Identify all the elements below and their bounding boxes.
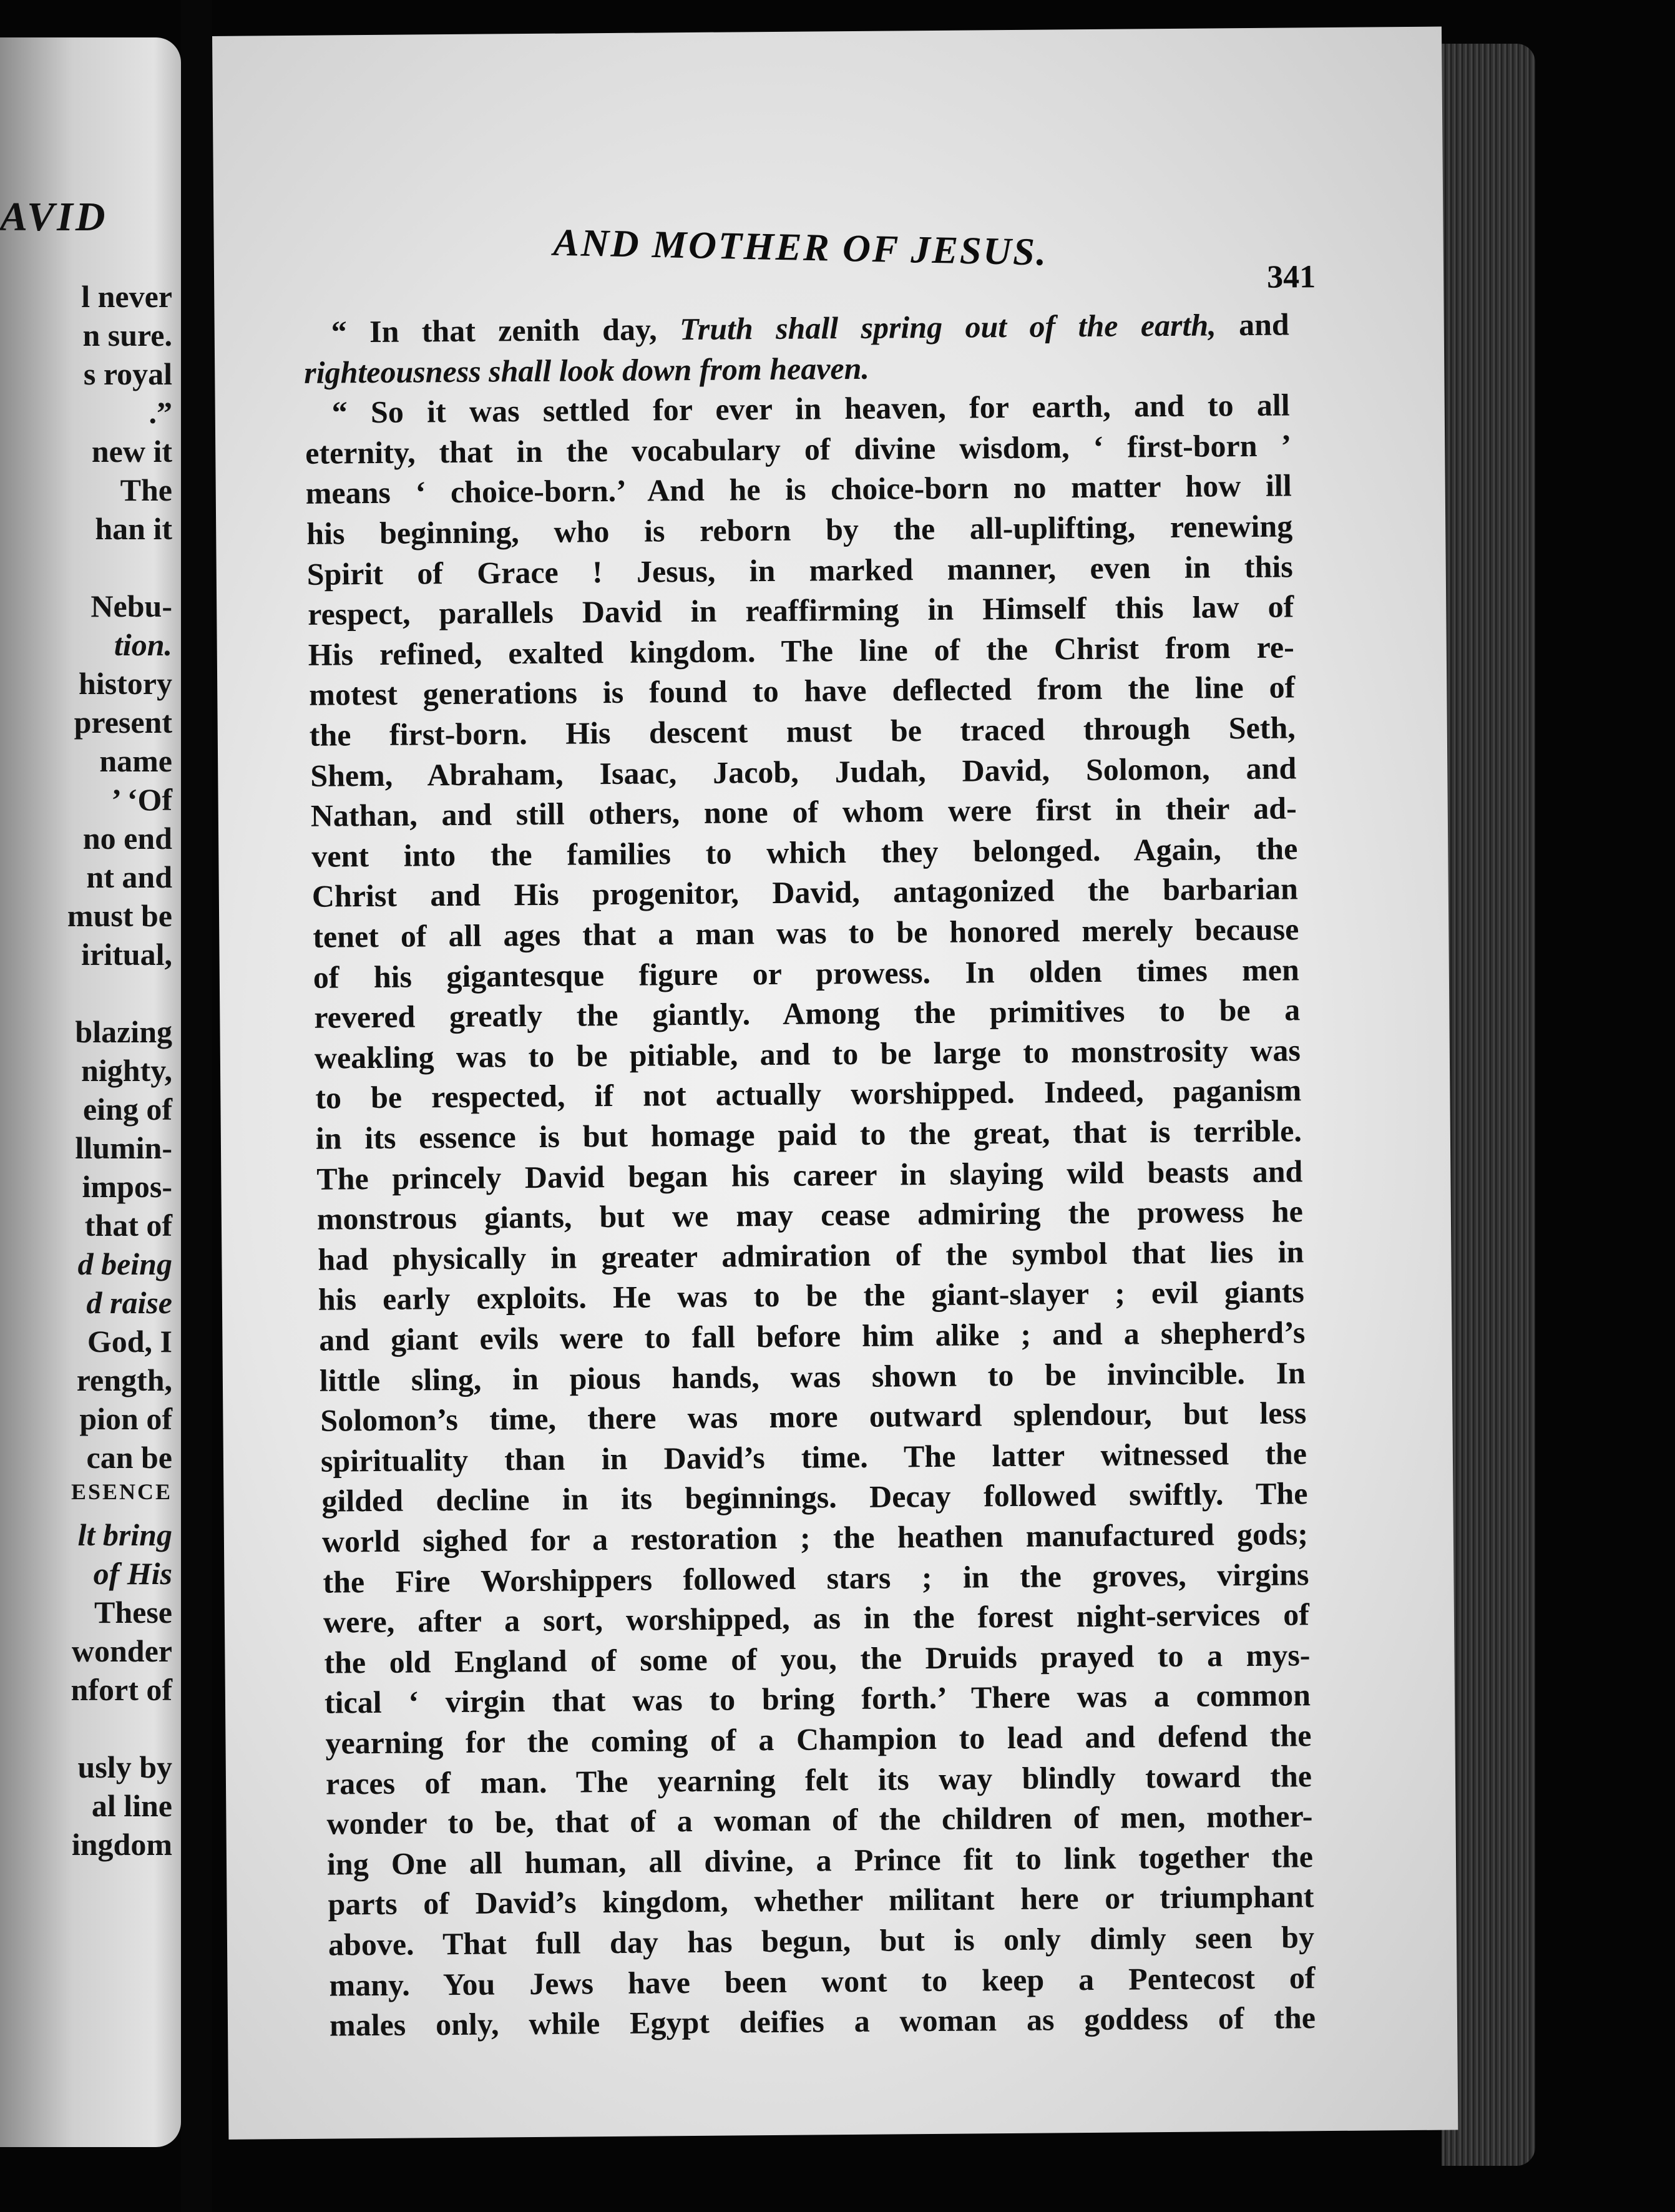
left-page-line: tion.: [114, 627, 172, 662]
text-run: tical ‘ virgin that was to bring forth.’ There was a common: [324, 1677, 1311, 1721]
text-run: males only, while Egypt deifies a woman as goddess of the: [329, 2000, 1316, 2043]
text-run: means ‘ choice-born.’ And he is choice-born no matter how ill: [305, 467, 1292, 511]
left-page-line: new it: [91, 434, 172, 469]
left-page-line: eing of: [82, 1092, 172, 1127]
text-run: in its essence is but homage paid to the great, that is terrible.: [315, 1113, 1302, 1156]
left-page-line: present: [74, 705, 172, 740]
left-page-line: impos-: [82, 1169, 172, 1204]
text-run: were, after a sort, worshipped, as in the forest night-services of: [323, 1597, 1310, 1640]
text-run: his early exploits. He was to be the giant-slayer ; evil giants: [318, 1274, 1305, 1318]
text-run: races of man. The yearning felt its way blindly toward the: [325, 1758, 1312, 1801]
text-run: above. That full day has begun, but is only dimly seen by: [328, 1919, 1315, 1962]
left-page-line: usly by: [77, 1750, 172, 1784]
left-page-line: no end: [82, 821, 172, 856]
text-run: Shem, Abraham, Isaac, Jacob, Judah, David, Solomon, and: [310, 750, 1297, 793]
page-number: 341: [1266, 259, 1316, 295]
left-page-line: can be: [86, 1440, 172, 1475]
text-run: yearning for the coming of a Champion to lead and defend the: [325, 1718, 1312, 1761]
text-run: Solomon’s time, there was more outward splendour, but less: [320, 1395, 1307, 1438]
text-run: many. You Jews have been wont to keep a Pentecost of: [329, 1959, 1316, 2003]
left-page-line: d raise: [86, 1285, 172, 1320]
left-page-line: history: [79, 666, 172, 701]
text-run: The princely David began his career in slaying wild beasts and: [316, 1153, 1303, 1197]
left-page-line: iritual,: [81, 937, 172, 972]
left-page-line: rength,: [76, 1363, 172, 1397]
text-run: the old England of some of you, the Druids prayed to a mys-: [324, 1637, 1311, 1680]
running-head: AND MOTHER OF JESUS.: [552, 221, 1048, 274]
text-run: and: [1216, 306, 1289, 343]
text-run: Spirit of Grace ! Jesus, in marked manner, even in this: [306, 549, 1293, 592]
text-run: spirituality than in David’s time. The latter witnessed the: [320, 1436, 1307, 1479]
left-page-line: Nebu-: [90, 589, 172, 624]
left-page-line: pion of: [79, 1401, 172, 1436]
left-page-line: nfort of: [71, 1672, 172, 1707]
text-run: to be respected, if not actually worshipped. Indeed, paganism: [315, 1072, 1302, 1116]
left-page-line: must be: [67, 898, 172, 933]
left-page-line: of His: [93, 1556, 172, 1591]
text-run: Nathan, and still others, none of whom were first in their ad-: [310, 790, 1297, 833]
italic-phrase: righteousness shall look down from heaven.: [304, 350, 870, 390]
text-run: “ In that zenith day,: [331, 311, 680, 350]
text-run: ing One all human, all divine, a Prince fit to link together the: [326, 1839, 1314, 1882]
text-run: had physically in greater admiration of the symbol that lies in: [318, 1234, 1304, 1277]
left-page-line: n sure.: [82, 318, 172, 353]
left-page-line: that of: [84, 1208, 172, 1243]
text-run: vent into the families to which they belonged. Again, the: [311, 831, 1298, 874]
text-run: revered greatly the giantly. Among the primitives to be a: [314, 992, 1301, 1035]
text-run: and giant evils were to fall before him alike ; and a shepherd’s: [319, 1314, 1306, 1358]
book-gutter: [181, 0, 212, 2212]
left-page-line: name: [99, 743, 172, 778]
left-page-line: llumin-: [75, 1130, 172, 1165]
left-page-line: al line: [91, 1788, 172, 1823]
text-run: the Fire Worshippers followed stars ; in the groves, virgins: [323, 1556, 1309, 1600]
left-page-line: han it: [95, 511, 172, 546]
italic-phrase: Truth shall spring out of the earth,: [679, 307, 1216, 347]
left-page-line: These: [94, 1595, 172, 1630]
left-page-line: The: [120, 472, 172, 507]
left-page-line: ’ ‘Of: [111, 782, 172, 817]
left-page-line: nighty,: [81, 1053, 172, 1088]
left-page-line: .”: [149, 395, 172, 430]
text-run: respect, parallels David in reaffirming in Himself this law of: [308, 589, 1294, 632]
text-run: motest generations is found to have deflected from the line of: [309, 669, 1296, 713]
text-run: world sighed for a restoration ; the heathen manufactured gods;: [321, 1516, 1309, 1559]
left-page-line: nt and: [86, 859, 172, 894]
text-run: parts of David’s kingdom, whether militant here or triumphant: [328, 1879, 1314, 1922]
left-page-line: d being: [77, 1246, 172, 1281]
left-running-head: AVID: [0, 194, 108, 240]
left-page-line: lt bring: [77, 1517, 172, 1552]
text-run: little sling, in pious hands, was shown to be invincible. In: [319, 1354, 1306, 1398]
body-line: [330, 1995, 1316, 2047]
left-page-line: ESENCE: [71, 1479, 172, 1504]
text-run: tenet of all ages that a man was to be honored merely because: [313, 911, 1299, 954]
text-run: weakling was to be pitiable, and to be large to monstrosity was: [314, 1032, 1301, 1075]
text-run: wonder to be, that of a woman of the children of men, mother-: [326, 1798, 1313, 1841]
text-run: the first-born. His descent must be traced through Seth,: [309, 710, 1296, 753]
text-run: “ So it was settled for ever in heaven, for earth, and to all: [331, 387, 1290, 430]
left-page-line: God, I: [87, 1324, 172, 1359]
text-run: His refined, exalted kingdom. The line of the Christ from re-: [308, 629, 1294, 672]
left-page-line: ingdom: [71, 1827, 172, 1862]
left-page-line: s royal: [83, 356, 172, 391]
body-text: [212, 27, 1458, 2140]
text-run: monstrous giants, but we may cease admiring the prowess he: [316, 1193, 1304, 1236]
left-page-line: l never: [81, 279, 172, 314]
text-run: his beginning, who is reborn by the all-uplifting, renewing: [306, 508, 1293, 551]
left-page-line: blazing: [75, 1014, 172, 1049]
text-run: of his gigantesque figure or prowess. In olden times men: [313, 951, 1300, 995]
text-run: eternity, that in the vocabulary of divine wisdom, ‘ first-born ’: [305, 428, 1292, 471]
left-facing-page: [0, 37, 181, 2147]
text-run: Christ and His progenitor, David, antagonized the barbarian: [311, 871, 1299, 914]
left-page-line: wonder: [71, 1633, 172, 1668]
text-run: gilded decline in its beginnings. Decay followed swiftly. The: [321, 1475, 1308, 1519]
right-page: [212, 27, 1458, 2140]
